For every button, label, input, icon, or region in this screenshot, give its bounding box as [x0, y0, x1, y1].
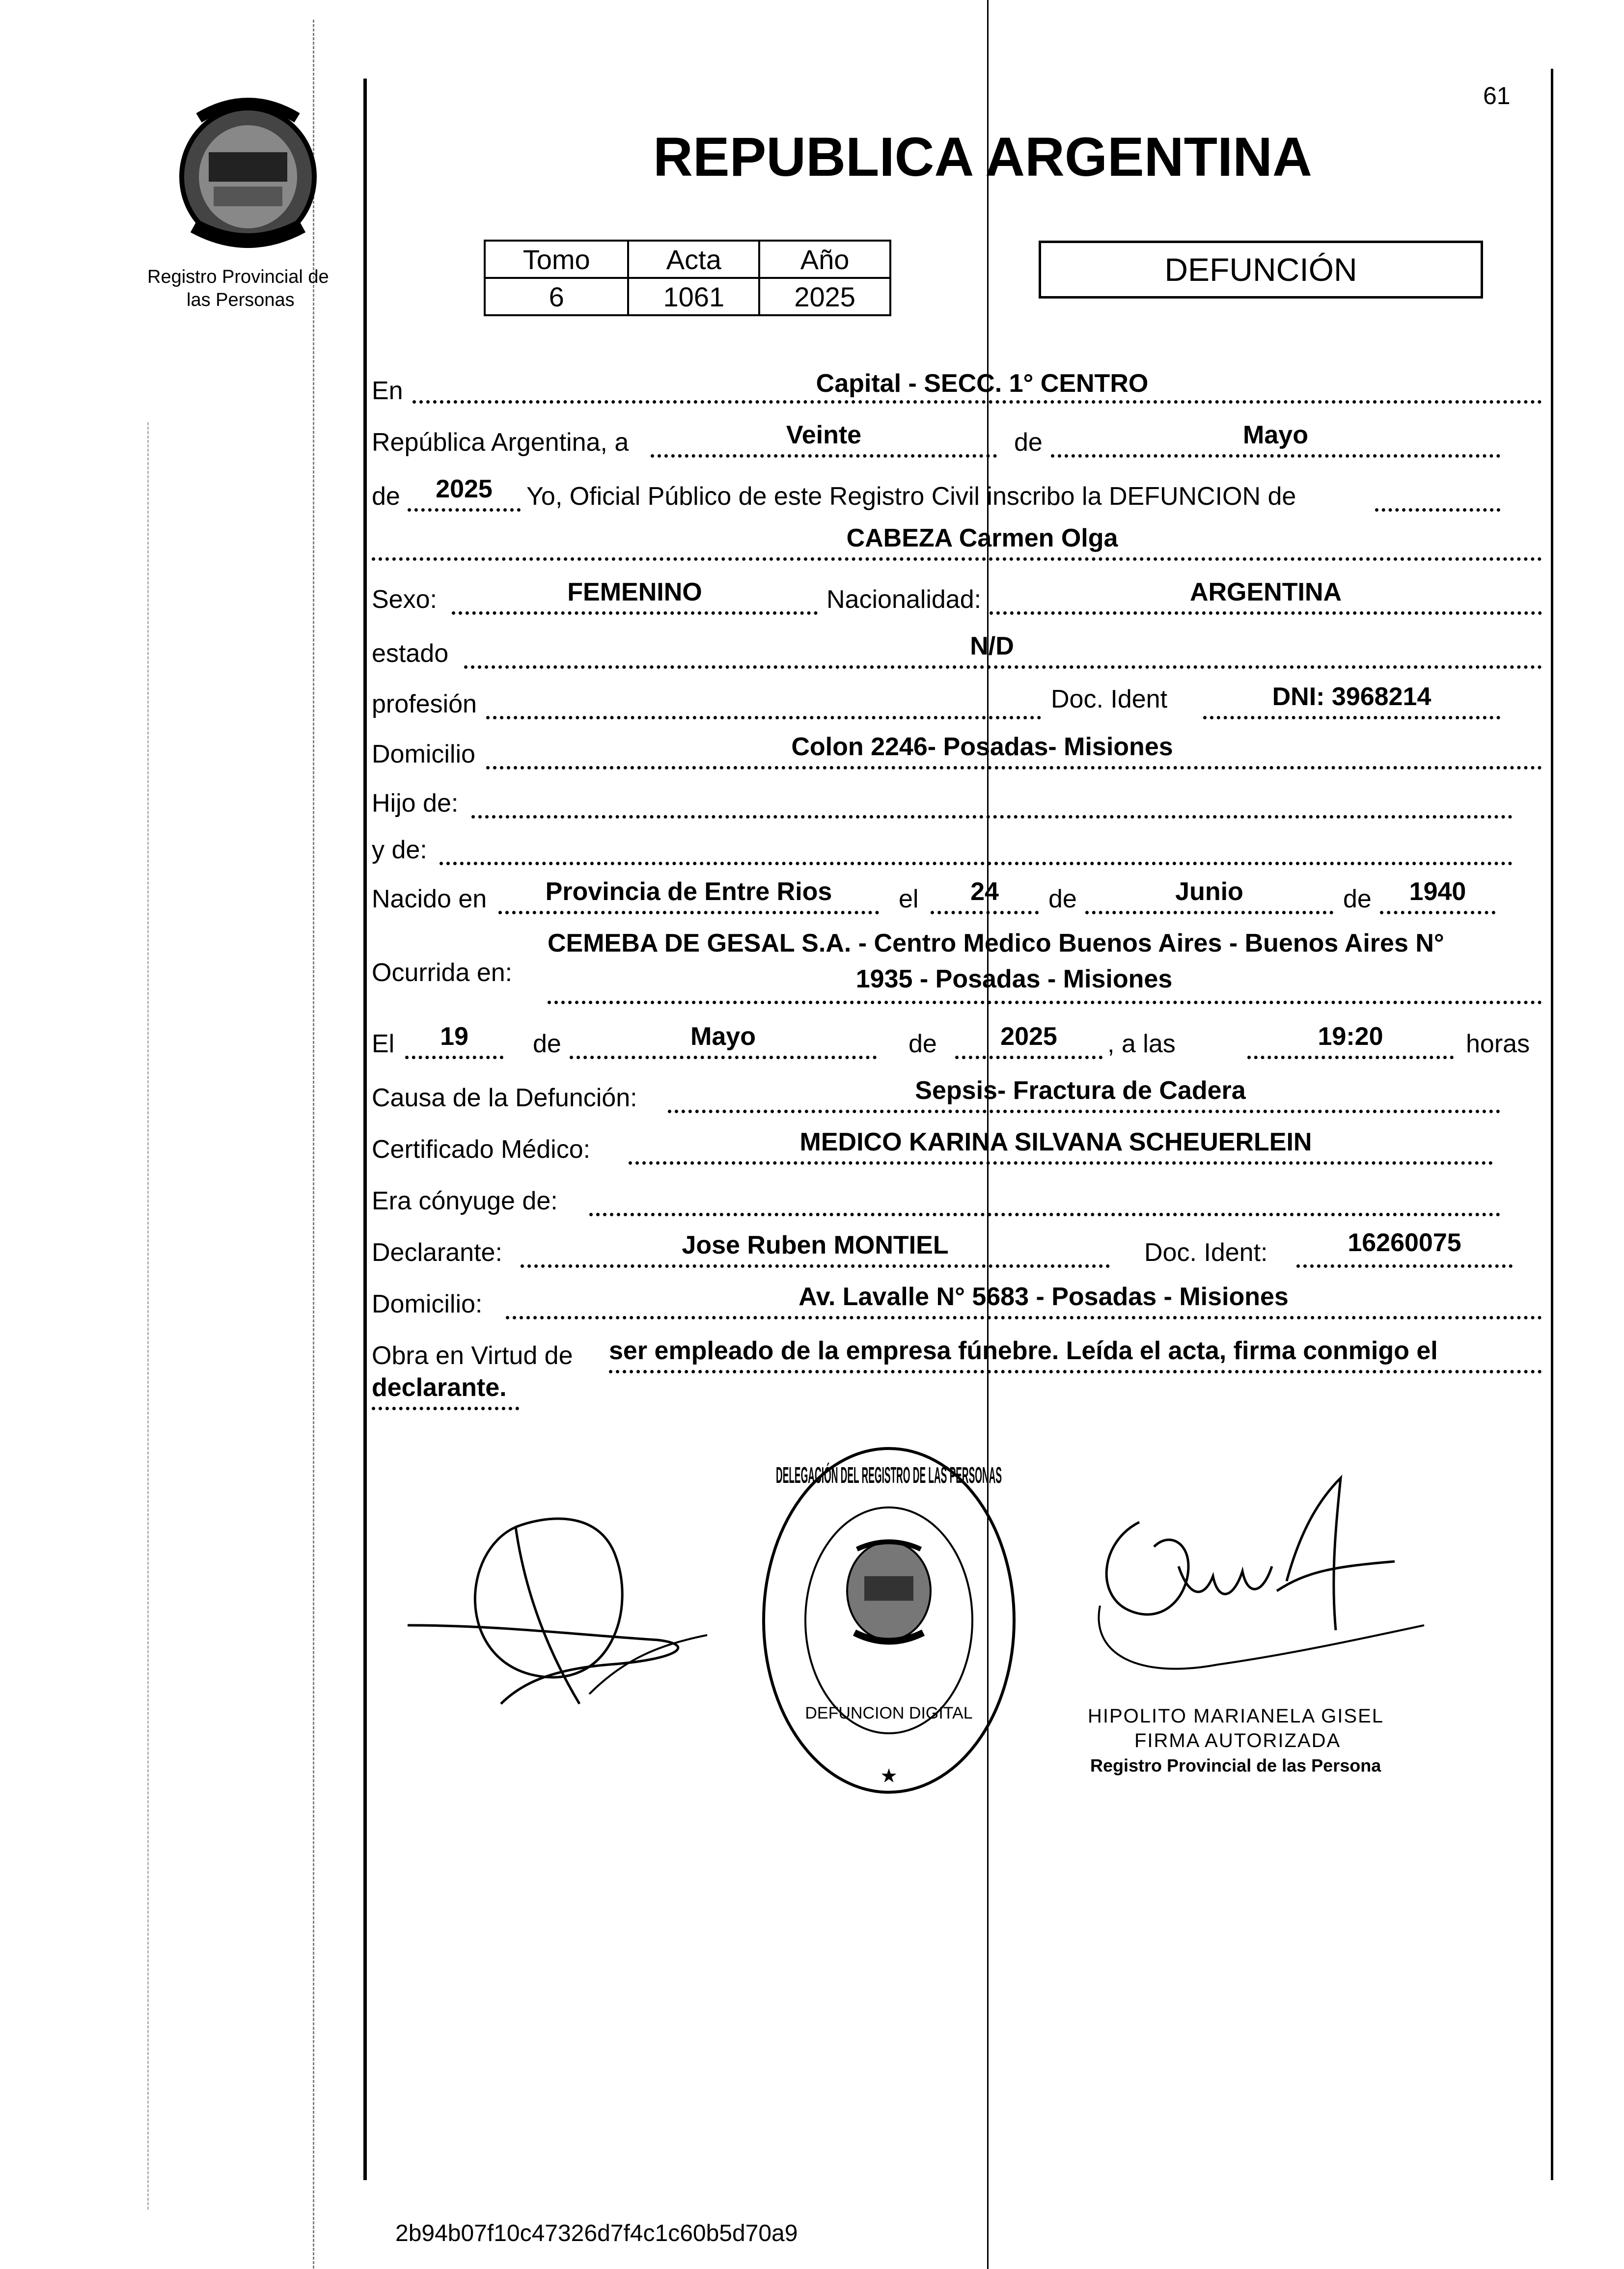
- inscribo-text: Yo, Oficial Público de este Registro Civil inscribo la DEFUNCION de: [526, 482, 1296, 511]
- domicilio-label: Domicilio: [372, 740, 475, 768]
- record-table: [484, 240, 891, 316]
- profesion-label: profesión: [372, 690, 477, 718]
- declarante-label: Declarante:: [372, 1238, 502, 1267]
- table-value-anio: 2025: [759, 278, 890, 315]
- domicilio2-line: [506, 1316, 1542, 1319]
- stamp-star: ★: [880, 1765, 898, 1787]
- nacido-lugar: Provincia de Entre Rios: [545, 877, 832, 906]
- table-header-acta: Acta: [628, 241, 759, 278]
- page-title: REPUBLICA ARGENTINA: [653, 126, 1312, 188]
- a-las-label: , a las: [1107, 1030, 1176, 1058]
- domicilio2-label: Domicilio:: [372, 1290, 483, 1318]
- ocurrida-line1: CEMEBA DE GESAL S.A. - Centro Medico Buenos Aires - Buenos Aires N°: [548, 929, 1444, 957]
- def-mes-line: [570, 1056, 877, 1059]
- left-margin-line: [363, 79, 367, 2180]
- table-header-anio: Año: [759, 241, 890, 278]
- def-hora-line: [1247, 1056, 1454, 1059]
- conyuge-line: [589, 1213, 1500, 1216]
- table-value-acta: 1061: [628, 278, 759, 315]
- doc-ident2-value: 16260075: [1348, 1229, 1461, 1257]
- mes-line: [1051, 454, 1500, 458]
- table-value-tomo: 6: [485, 278, 628, 315]
- doc-ident2-label: Doc. Ident:: [1144, 1238, 1268, 1267]
- def-de1-label: de: [533, 1030, 561, 1058]
- domicilio2-value: Av. Lavalle N° 5683 - Posadas - Misiones: [798, 1283, 1289, 1311]
- certificado-line: [629, 1161, 1493, 1165]
- y-de-label: y de:: [372, 836, 427, 864]
- estado-value: N/D: [970, 632, 1014, 660]
- page-number: 61: [1483, 82, 1511, 109]
- ocurrida-label: Ocurrida en:: [372, 958, 513, 987]
- signatory-name: HIPOLITO MARIANELA GISEL: [1088, 1705, 1384, 1727]
- document-hash: 2b94b07f10c47326d7f4c1c60b5d70a9: [395, 2220, 798, 2246]
- obra-label: Obra en Virtud de: [372, 1341, 573, 1370]
- estado-label: estado: [372, 639, 449, 668]
- horas-label: horas: [1466, 1030, 1530, 1058]
- el2-label: El: [372, 1030, 395, 1058]
- def-anio-line: [955, 1056, 1102, 1059]
- nacido-de1-label: de: [1048, 885, 1077, 913]
- official-stamp: [759, 1444, 1019, 1797]
- nacido-anio: 1940: [1409, 877, 1466, 906]
- nacido-mes-line: [1085, 911, 1333, 914]
- nacido-lugar-line: [498, 911, 879, 914]
- def-mes: Mayo: [690, 1022, 756, 1051]
- logo-caption-1: Registro Provincial de: [147, 267, 329, 287]
- table-header-tomo: Tomo: [485, 241, 628, 278]
- logo-caption-2: las Personas: [187, 290, 295, 310]
- dia-line: [651, 454, 997, 458]
- doc-type-label: DEFUNCIÓN: [1164, 251, 1357, 288]
- doc-ident-value: DNI: 3968214: [1272, 683, 1431, 711]
- nacionalidad-label: Nacionalidad:: [826, 585, 982, 614]
- nacido-el-label: el: [899, 885, 919, 913]
- doc-type-box: [1039, 241, 1483, 299]
- sexo-line: [452, 611, 818, 615]
- ocurrida-line2: 1935 - Posadas - Misiones: [855, 965, 1173, 993]
- declarante-line: [521, 1264, 1110, 1268]
- conyuge-label: Era cónyuge de:: [372, 1187, 558, 1215]
- cut-line-2: [147, 422, 149, 2210]
- def-hora: 19:20: [1318, 1022, 1383, 1051]
- en-line: [413, 400, 1542, 404]
- stamp-outer-text: DELEGACIÓN DEL REGISTRO DE LAS PERSONAS: [776, 1462, 1002, 1488]
- signatory-org: Registro Provincial de las Persona: [1090, 1755, 1381, 1776]
- declarant-signature: [403, 1498, 746, 1743]
- causa-label: Causa de la Defunción:: [372, 1084, 637, 1112]
- nacionalidad-line: [990, 611, 1542, 615]
- province-logo: [169, 93, 327, 250]
- y-de-line: [440, 862, 1513, 865]
- hijo-label: Hijo de:: [372, 789, 459, 818]
- signatory-role: FIRMA AUTORIZADA: [1134, 1730, 1341, 1751]
- nacido-mes: Junio: [1175, 877, 1243, 906]
- de-label-1: de: [1014, 428, 1043, 457]
- domicilio-line: [486, 766, 1542, 769]
- obra-line: [609, 1370, 1542, 1373]
- doc-ident2-line: [1296, 1264, 1513, 1268]
- sexo-value: FEMENINO: [567, 578, 702, 606]
- certificado-value: MEDICO KARINA SILVANA SCHEUERLEIN: [799, 1128, 1312, 1156]
- en-label: En: [372, 377, 403, 405]
- obra-text: ser empleado de la empresa fúnebre. Leída el acta, firma conmigo el: [609, 1337, 1438, 1365]
- doc-ident-label: Doc. Ident: [1051, 685, 1168, 713]
- obra-line2: [372, 1407, 519, 1410]
- nombre-line: [372, 557, 1542, 561]
- nacido-label: Nacido en: [372, 885, 487, 913]
- obra-text2: declarante.: [372, 1373, 507, 1402]
- certificado-label: Certificado Médico:: [372, 1135, 591, 1164]
- deceased-name: CABEZA Carmen Olga: [846, 524, 1118, 552]
- officer-signature: [1041, 1468, 1483, 1704]
- profesion-line: [486, 716, 1041, 719]
- def-de2-label: de: [908, 1030, 937, 1058]
- en-value: Capital - SECC. 1° CENTRO: [816, 369, 1149, 398]
- doc-ident-line: [1203, 716, 1500, 719]
- right-margin-line: [1551, 69, 1553, 2180]
- declarante-value: Jose Ruben MONTIEL: [682, 1231, 949, 1259]
- mes-value: Mayo: [1243, 421, 1308, 449]
- republica-label: República Argentina, a: [372, 428, 629, 457]
- causa-line: [668, 1110, 1500, 1113]
- nacido-dia: 24: [970, 877, 999, 906]
- dia-texto: Veinte: [786, 421, 862, 449]
- cut-line-1: [313, 20, 314, 2269]
- anio-value: 2025: [436, 475, 493, 503]
- def-dia: 19: [440, 1022, 468, 1051]
- nacido-de2-label: de: [1343, 885, 1372, 913]
- nacido-anio-line: [1380, 911, 1495, 914]
- ocurrida-line: [548, 1001, 1542, 1004]
- def-anio: 2025: [1000, 1022, 1057, 1051]
- anio-line: [408, 508, 521, 512]
- inscribo-line: [1375, 508, 1500, 512]
- estado-line: [464, 665, 1542, 669]
- hijo-line: [471, 815, 1513, 819]
- domicilio-value: Colon 2246- Posadas- Misiones: [791, 733, 1173, 761]
- causa-value: Sepsis- Fractura de Cadera: [915, 1076, 1246, 1105]
- nacido-dia-line: [931, 911, 1039, 914]
- stamp-inner-text: DEFUNCION DIGITAL: [805, 1704, 973, 1722]
- def-dia-line: [405, 1056, 503, 1059]
- sexo-label: Sexo:: [372, 585, 437, 614]
- anio-pre-label: de: [372, 482, 400, 511]
- nacionalidad-value: ARGENTINA: [1189, 578, 1342, 606]
